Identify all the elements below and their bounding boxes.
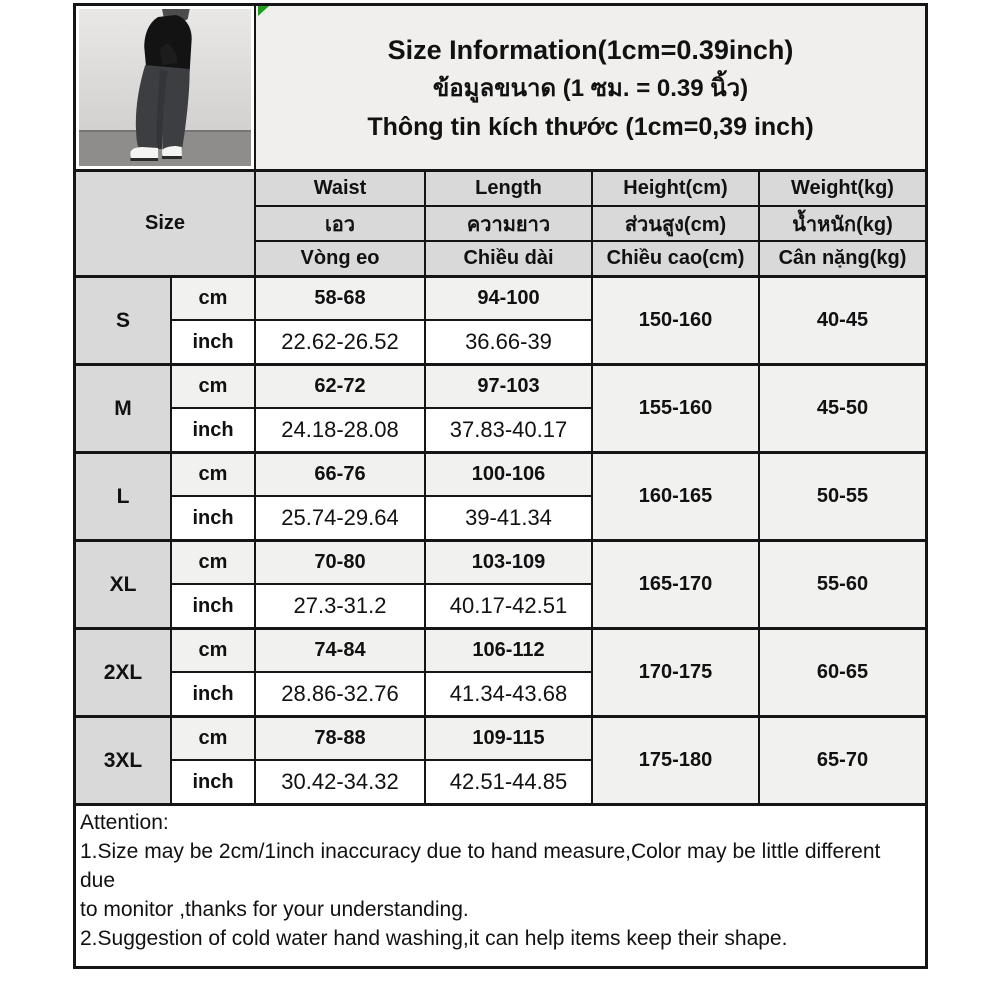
- title-thai: ข้อมูลขนาด (1 ซม. = 0.39 นิ้ว): [432, 74, 749, 102]
- unit-label-inch: inch: [171, 320, 255, 365]
- waist-inch-value: 27.3-31.2: [255, 584, 425, 629]
- size-label: 2XL: [76, 629, 171, 717]
- length-cm-value: 97-103: [425, 365, 592, 409]
- header-waist-vi: Vòng eo: [255, 241, 425, 277]
- unit-label-inch: inch: [171, 408, 255, 453]
- size-label: 3XL: [76, 717, 171, 804]
- unit-label-inch: inch: [171, 760, 255, 803]
- product-photo: [76, 6, 256, 169]
- length-cm-value: 103-109: [425, 541, 592, 585]
- size-label: M: [76, 365, 171, 453]
- length-cm-value: 109-115: [425, 717, 592, 761]
- height-value: 160-165: [592, 453, 759, 541]
- header-height-vi: Chiều cao(cm): [592, 241, 759, 277]
- waist-cm-value: 62-72: [255, 365, 425, 409]
- length-cm-value: 106-112: [425, 629, 592, 673]
- waist-cm-value: 58-68: [255, 277, 425, 321]
- waist-cm-value: 66-76: [255, 453, 425, 497]
- height-value: 165-170: [592, 541, 759, 629]
- header-row: [76, 6, 925, 172]
- product-photo-image: [79, 9, 251, 166]
- weight-value: 50-55: [759, 453, 925, 541]
- row-3xl-cm: [76, 717, 925, 761]
- size-label: S: [76, 277, 171, 365]
- row-m-cm: [76, 365, 925, 409]
- size-label: XL: [76, 541, 171, 629]
- weight-value: 60-65: [759, 629, 925, 717]
- row-2xl-cm: [76, 629, 925, 673]
- row-l-cm: [76, 453, 925, 497]
- title-vietnamese: Thông tin kích thước (1cm=0,39 inch): [367, 112, 814, 141]
- header-size: Size: [76, 172, 255, 277]
- waist-cm-value: 74-84: [255, 629, 425, 673]
- header-height-en: Height(cm): [592, 172, 759, 206]
- unit-label-cm: cm: [171, 541, 255, 585]
- green-corner-flag-icon: [258, 6, 269, 16]
- title-block: [256, 6, 925, 169]
- length-inch-value: 40.17-42.51: [425, 584, 592, 629]
- header-length-en: Length: [425, 172, 592, 206]
- attention-note-2: 2.Suggestion of cold water hand washing,it can help items keep their shape.: [80, 927, 788, 950]
- size-label: L: [76, 453, 171, 541]
- height-value: 175-180: [592, 717, 759, 804]
- row-xl-cm: [76, 541, 925, 585]
- length-cm-value: 100-106: [425, 453, 592, 497]
- waist-inch-value: 24.18-28.08: [255, 408, 425, 453]
- length-inch-value: 41.34-43.68: [425, 672, 592, 717]
- header-length-vi: Chiều dài: [425, 241, 592, 277]
- length-inch-value: 37.83-40.17: [425, 408, 592, 453]
- weight-value: 45-50: [759, 365, 925, 453]
- waist-inch-value: 22.62-26.52: [255, 320, 425, 365]
- attention-note-1a: 1.Size may be 2cm/1inch inaccuracy due to hand measure,Color may be little different due: [80, 840, 881, 892]
- length-inch-value: 39-41.34: [425, 496, 592, 541]
- waist-cm-value: 78-88: [255, 717, 425, 761]
- size-table: [76, 172, 925, 803]
- weight-value: 40-45: [759, 277, 925, 365]
- size-chart-sheet: [73, 3, 928, 969]
- title-english: Size Information(1cm=0.39inch): [387, 34, 794, 65]
- attention-title: Attention:: [80, 811, 169, 834]
- attention-note-1b: to monitor ,thanks for your understanding.: [80, 898, 469, 921]
- unit-label-cm: cm: [171, 453, 255, 497]
- unit-label-cm: cm: [171, 629, 255, 673]
- unit-label-inch: inch: [171, 584, 255, 629]
- waist-inch-value: 25.74-29.64: [255, 496, 425, 541]
- header-weight-th: น้ำหนัก(kg): [759, 206, 925, 241]
- header-weight-vi: Cân nặng(kg): [759, 241, 925, 277]
- height-value: 155-160: [592, 365, 759, 453]
- waist-inch-value: 28.86-32.76: [255, 672, 425, 717]
- unit-label-inch: inch: [171, 672, 255, 717]
- length-cm-value: 94-100: [425, 277, 592, 321]
- unit-label-cm: cm: [171, 277, 255, 321]
- header-waist-en: Waist: [255, 172, 425, 206]
- header-waist-th: เอว: [255, 206, 425, 241]
- height-value: 170-175: [592, 629, 759, 717]
- table-header-en: [76, 172, 925, 206]
- weight-value: 55-60: [759, 541, 925, 629]
- weight-value: 65-70: [759, 717, 925, 804]
- unit-label-cm: cm: [171, 365, 255, 409]
- attention-notes: [76, 803, 925, 966]
- row-s-cm: [76, 277, 925, 321]
- unit-label-cm: cm: [171, 717, 255, 761]
- header-height-th: ส่วนสูง(cm): [592, 206, 759, 241]
- header-length-th: ความยาว: [425, 206, 592, 241]
- header-weight-en: Weight(kg): [759, 172, 925, 206]
- height-value: 150-160: [592, 277, 759, 365]
- unit-label-inch: inch: [171, 496, 255, 541]
- length-inch-value: 42.51-44.85: [425, 760, 592, 803]
- waist-inch-value: 30.42-34.32: [255, 760, 425, 803]
- length-inch-value: 36.66-39: [425, 320, 592, 365]
- waist-cm-value: 70-80: [255, 541, 425, 585]
